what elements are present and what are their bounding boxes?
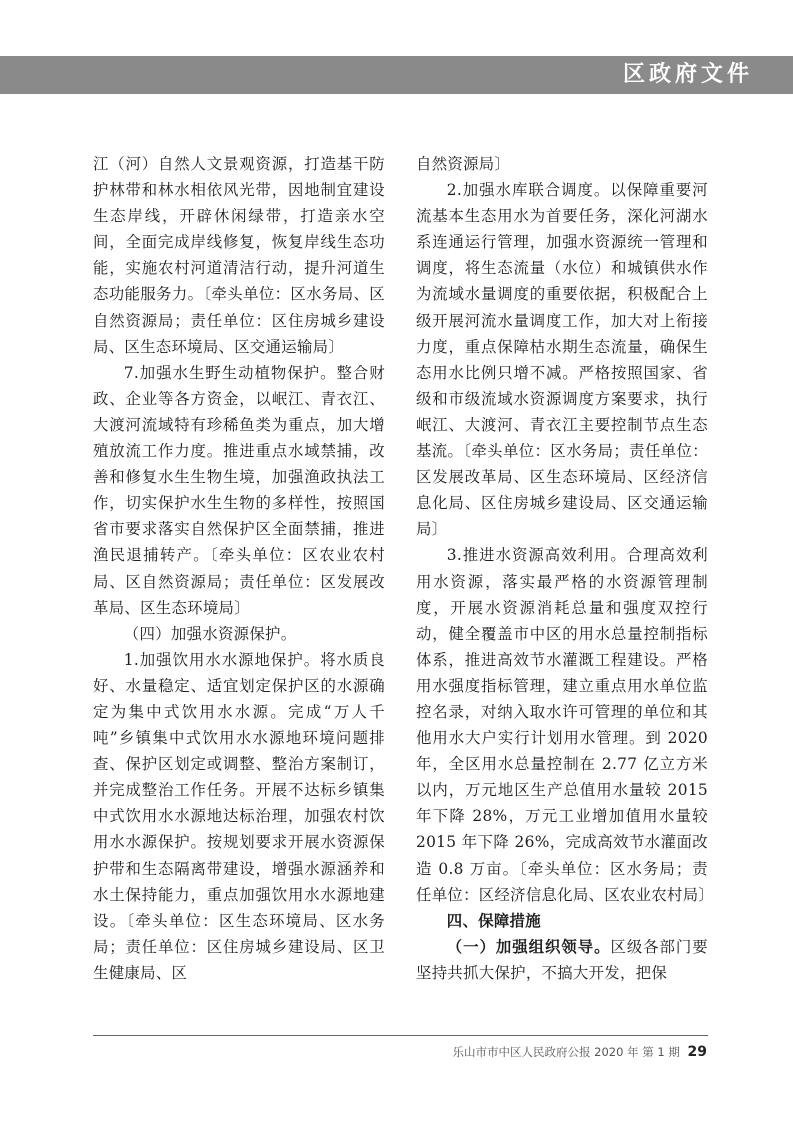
subsection-heading-water-protection: （四）加强水资源保护。: [123, 624, 297, 643]
paragraph-continuation: 自然资源局〕: [416, 155, 511, 173]
footer-rule: [93, 1035, 708, 1036]
page-number: 29: [687, 1044, 707, 1060]
right-column: [416, 151, 715, 986]
paragraph-organization-text: 区级各部门要坚持共抓大保护，不搞大开发，把保: [416, 937, 708, 982]
paragraph-efficient-water-use: 3.推进水资源高效利用。合理高效利用水资源，落实最严格的水资源管理制度，开展水资源消耗总量和强度双控行动，健全覆盖市中区的用水总量控制指标体系，推进高效节水灌溉工程建设。严格用水强度指标管理，建立重点用水单位监控名录，对纳入取水许可管理的单位和其他用水大户实行计划用水管理。到 2020 年，全区用水总量控制在 2.77 亿立方米以内，万元地区生产总值用水量较 2015 年下降 28%，万元工业增加值用水量较 2015 年下降 26%，完成高效节水灌面改造 0.8 万亩。〔牵头单位：区水务局；责任单位：区经济信息化局、区农业农村局〕: [416, 546, 715, 904]
section-title: 区政府文件: [622, 62, 753, 87]
page-footer: [453, 1044, 708, 1060]
left-column: [93, 151, 385, 986]
paragraph-river-landscape: 江（河）自然人文景观资源，打造基干防护林带和林水相依风光带，因地制宜建设生态岸线，开辟休闲绿带，打造亲水空间，全面完成岸线修复，恢复岸线生态功能，实施农村河道清洁行动，提升河道生态功能服务力。〔牵头单位：区水务局、区自然资源局；责任单位：区住房城乡建设局、区生态环境局、区交通运输局〕: [93, 155, 385, 356]
paragraph-organization-leadership: [416, 934, 708, 986]
paragraph-reservoir-scheduling: 2.加强水库联合调度。以保障重要河流基本生态用水为首要任务，深化河湖水系连通运行管理，加强水资源统一管理和调度，将生态流量（水位）和城镇供水作为流域水量调度的重要依据，积极配合上级开展河流水量调度工作，加大对上衔接力度，重点保障枯水期生态流量，确保生态用水比例只增不减。严格按照国家、省级和市级流域水资源调度方案要求，执行岷江、大渡河、青衣江主要控制节点生态基流。〔牵头单位：区水务局；责任单位：区发展改革局、区生态环境局、区经济信息化局、区住房城乡建设局、区交通运输局〕: [416, 181, 708, 539]
subsection-heading-organization: （一）加强组织领导。: [446, 937, 611, 956]
paragraph-drinking-water-source: 1.加强饮用水水源地保护。将水质良好、水量稳定、适宜划定保护区的水源确定为集中式饮用水水源。完成“万人千吨”乡镇集中式饮用水水源地环境问题排查、保护区划定或调整、整治方案制订，并完成整治工作任务。开展不达标乡镇集中式饮用水水源地达标治理，加强农村饮用水水源保护。按规划要求开展水资源保护带和生态隔离带建设，增强水源涵养和水土保持能力，重点加强饮用水水源地建设。〔牵头单位：区生态环境局、区水务局；责任单位：区住房城乡建设局、区卫生健康局、区: [93, 650, 385, 982]
section-heading-safeguards: 四、保障措施: [446, 911, 541, 930]
paragraph-aquatic-wildlife: 7.加强水生野生动植物保护。整合财政、企业等各方资金，以岷江、青衣江、大渡河流域特有珍稀鱼类为重点，加大增殖放流工作力度。推进重点水域禁捕，改善和修复水生生物生境，加强渔政执法工作，切实保护水生生物的多样性，按照国省市要求落实自然保护区全面禁捕，推进渔民退捕转产。〔牵头单位：区农业农村局、区自然资源局；责任单位：区发展改革局、区生态环境局〕: [93, 363, 385, 617]
publication-name: 乐山市市中区人民政府公报 2020 年 第 1 期: [452, 1045, 680, 1059]
